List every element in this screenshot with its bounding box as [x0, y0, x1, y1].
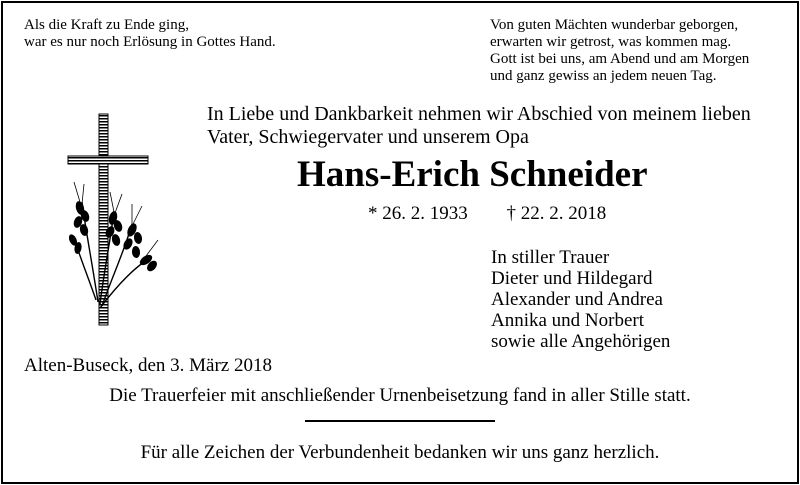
- thanks-note: Für alle Zeichen der Verbundenheit bedanken wir uns ganz herzlich.: [140, 442, 660, 463]
- quote-left: [24, 17, 276, 51]
- death-date: † 22. 2. 2018: [506, 203, 607, 224]
- cross-with-wheat-icon: [66, 112, 166, 327]
- quote-right-line: erwarten wir getrost, was kommen mag.: [490, 34, 732, 50]
- deceased-name: Hans-Erich Schneider: [297, 154, 648, 195]
- quote-right: [490, 17, 749, 85]
- place-and-date: Alten-Buseck, den 3. März 2018: [24, 355, 272, 376]
- quote-left-line: Als die Kraft zu Ende ging,: [24, 17, 189, 33]
- quote-right-line: Von guten Mächten wunderbar geborgen,: [490, 17, 739, 33]
- quote-right-line: Gott ist bei uns, am Abend und am Morgen: [490, 51, 750, 67]
- mourner-line: sowie alle Angehörigen: [491, 331, 671, 352]
- divider-line: [305, 420, 495, 422]
- intro-text: [207, 103, 751, 149]
- quote-left-line: war es nur noch Erlösung in Gottes Hand.: [24, 34, 276, 50]
- life-dates: [368, 203, 606, 225]
- ceremony-note: Die Trauerfeier mit anschließender Urnenbeisetzung fand in aller Stille statt.: [109, 385, 691, 406]
- mourner-line: Annika und Norbert: [491, 310, 645, 331]
- intro-line: In Liebe und Dankbarkeit nehmen wir Abschied von meinem lieben: [207, 103, 751, 125]
- mourner-line: Alexander und Andrea: [491, 289, 663, 310]
- intro-line: Vater, Schwiegervater und unserem Opa: [207, 126, 529, 148]
- birth-date: * 26. 2. 1933: [368, 203, 468, 224]
- mourner-line: In stiller Trauer: [491, 247, 610, 268]
- quote-right-line: und ganz gewiss an jedem neuen Tag.: [490, 68, 717, 84]
- mourners-list: [491, 247, 670, 352]
- mourner-line: Dieter und Hildegard: [491, 268, 653, 289]
